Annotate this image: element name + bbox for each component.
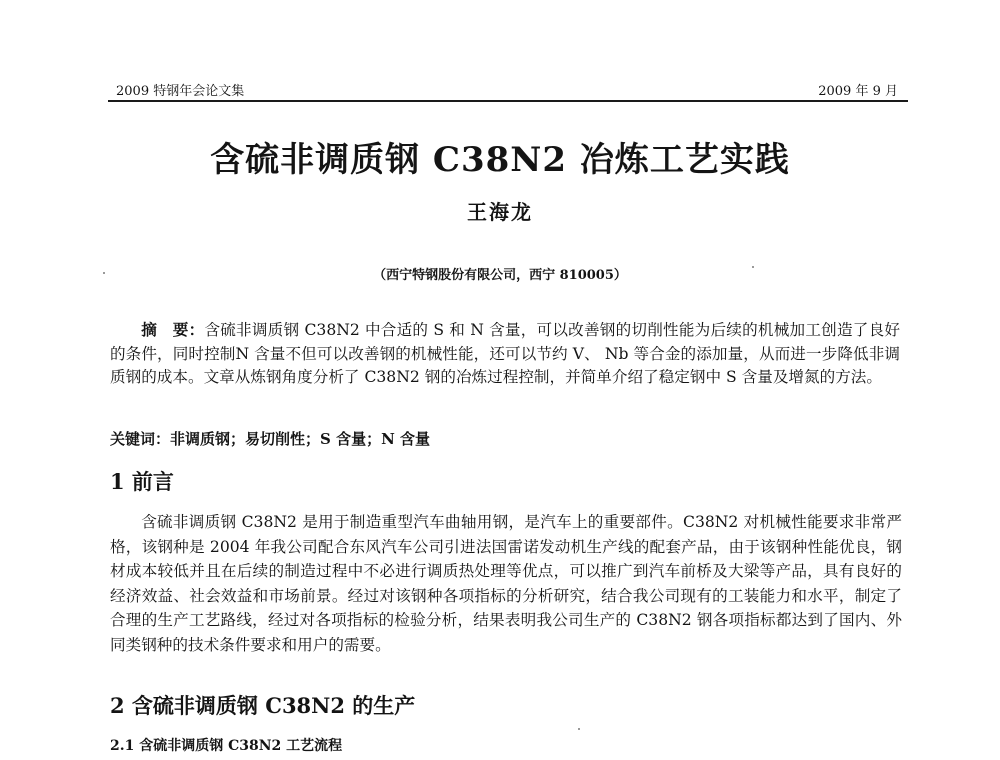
abstract-text: 含硫非调质钢 C38N2 中合适的 S 和 N 含量，可以改善钢的切削性能为后续的机械加工创造了良好的条件，同时控制N 含量不但可以改善钢的机械性能，还可以节约 V、 Nb 等合金的添加量，从而进一步降低非调质钢的成本。文章从炼钢角度分析了 C38N2 钢的冶炼过程控制，并简单介绍了稳定钢中 S 含量及增氮的方法。 xyxy=(110,321,900,386)
section-heading-production: 2 含硫非调质钢 C38N2 的生产 xyxy=(110,693,416,718)
subsection-heading-process-flow: 2.1 含硫非调质钢 C38N2 工艺流程 xyxy=(110,738,343,754)
paper-author: 王海龙 xyxy=(467,200,533,224)
keywords xyxy=(110,428,900,449)
scan-speck xyxy=(578,728,580,730)
scan-speck xyxy=(752,266,754,268)
abstract xyxy=(110,318,900,390)
section-heading-introduction: 1 前言 xyxy=(110,469,174,494)
keywords-text: 非调质钢；易切削性；S 含量；N 含量 xyxy=(170,430,431,448)
introduction-paragraph: 含硫非调质钢 C38N2 是用于制造重型汽车曲轴用钢，是汽车上的重要部件。C38N2 对机械性能要求非常严格，该钢种是 2004 年我公司配合东风汽车公司引进法国雷诺发动机生产线的配套产品，由于该钢种性能优良，钢材成本较低并且在后续的制造过程中不必进行调质热处理等优点，可以推广到汽车前桥及大梁等产品，具有良好的经济效益、社会效益和市场前景。经过对该钢种各项指标的分析研究，结合我公司现有的工装能力和水平，制定了合理的生产工艺路线，经过对各项指标的检验分析，结果表明我公司生产的 C38N2 钢各项指标都达到了国内、外同类钢种的技术条件要求和用户的需要。 xyxy=(110,513,902,654)
scan-speck xyxy=(103,272,105,274)
header-proceedings-name: 2009 特钢年会论文集 xyxy=(116,84,245,99)
header-date: 2009 年 9 月 xyxy=(818,84,898,99)
abstract-label: 摘 要： xyxy=(141,320,205,339)
keywords-label: 关键词： xyxy=(110,430,171,448)
running-header xyxy=(108,78,908,102)
paper-title: 含硫非调质钢 C38N2 冶炼工艺实践 xyxy=(210,140,790,180)
author-affiliation: （西宁特钢股份有限公司，西宁 810005） xyxy=(373,268,627,283)
